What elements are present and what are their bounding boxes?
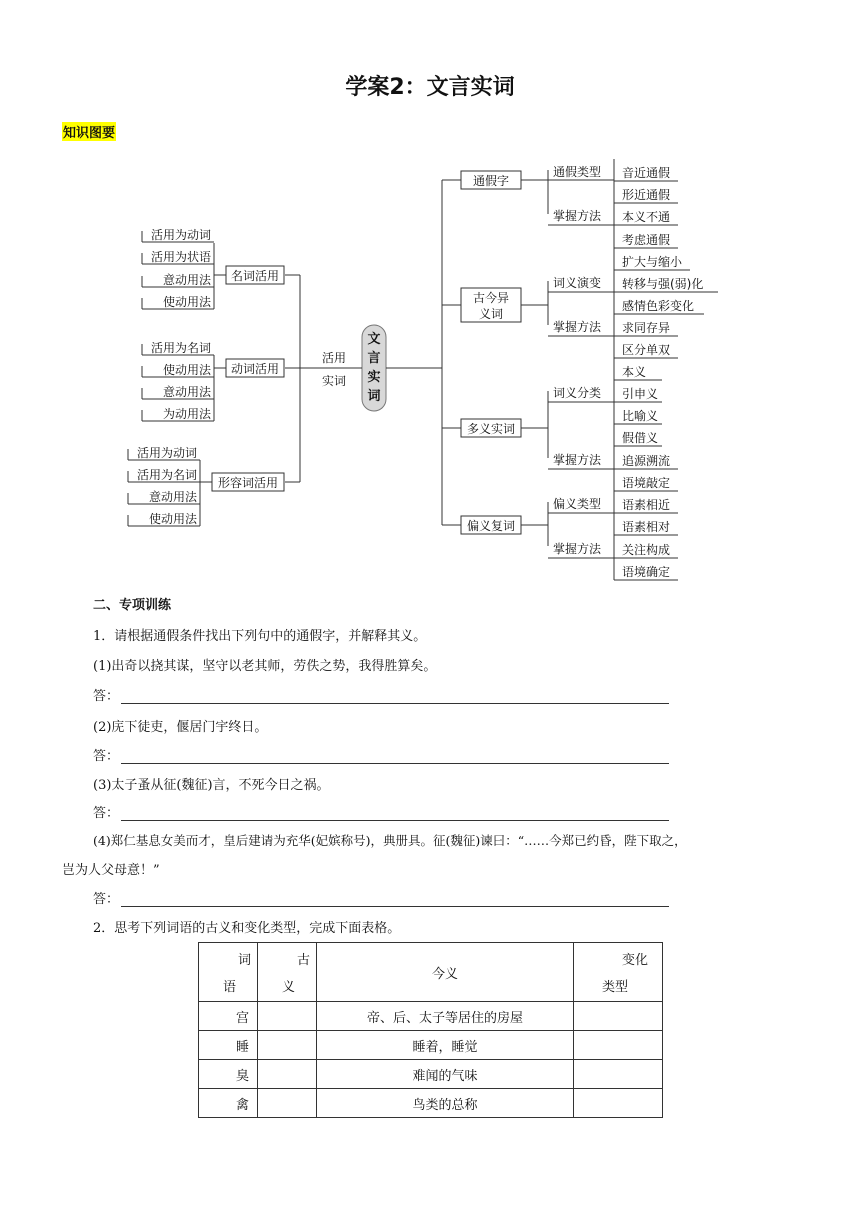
mindmap-subnode: 偏义类型 xyxy=(553,497,602,511)
mindmap-leaf: 引申义 xyxy=(622,387,659,401)
mindmap-leaf: 语素相近 xyxy=(622,498,671,512)
table-cell-type[interactable] xyxy=(574,1089,663,1118)
mindmap-subnode: 掌握方法 xyxy=(553,453,602,467)
mindmap-subnode: 掌握方法 xyxy=(553,209,602,223)
mindmap-leaf: 意动用法 xyxy=(162,385,211,399)
mindmap-leaf: 关注构成 xyxy=(622,543,671,557)
mindmap-node: 通假字 xyxy=(472,174,510,188)
table-header: 今义 xyxy=(317,943,574,1002)
table-cell-old[interactable] xyxy=(258,1060,317,1089)
mindmap-node: 多义实词 xyxy=(466,422,516,436)
page-title: 学案2：文言实词 xyxy=(345,75,515,100)
table-cell-word: 禽 xyxy=(199,1089,258,1118)
answer-label: 答： xyxy=(93,892,120,907)
mindmap-leaf: 考虑通假 xyxy=(622,233,671,247)
table-cell-word: 宫 xyxy=(199,1002,258,1031)
table-cell-old[interactable] xyxy=(258,1031,317,1060)
section-title: 二、专项训练 xyxy=(93,598,172,613)
mindmap-leaf: 使动用法 xyxy=(162,295,211,309)
answer-line[interactable] xyxy=(93,745,669,764)
question-item: (2)庑下徒吏，偃居门宇终日。 xyxy=(93,720,268,735)
mindmap-center-char: 言 xyxy=(367,351,381,366)
mindmap-leaf: 活用为状语 xyxy=(150,250,211,264)
mindmap-subnode: 词义分类 xyxy=(553,386,602,400)
answer-line[interactable] xyxy=(93,685,669,704)
mindmap-leaf: 为动用法 xyxy=(162,407,211,421)
mindmap-leaf: 意动用法 xyxy=(162,273,211,287)
table-row xyxy=(199,1031,663,1060)
answer-label: 答： xyxy=(93,749,120,764)
mindmap-node: 古今异 xyxy=(472,291,510,305)
mindmap-leaf: 语境确定 xyxy=(622,565,671,579)
table-cell-word: 臭 xyxy=(199,1060,258,1089)
mindmap-leaf: 扩大与缩小 xyxy=(622,255,683,269)
mindmap-leaf: 感情色彩变化 xyxy=(622,299,695,313)
question-item: (4)郑仁基息女美而才，皇后建请为充华(妃嫔称号)，典册具。征(魏征)谏曰：“……今郑已约昏，陛下取之， xyxy=(93,833,687,848)
mindmap-leaf: 活用为动词 xyxy=(150,228,211,242)
table-header: 古 义 xyxy=(258,943,317,1002)
answer-label: 答： xyxy=(93,806,120,821)
table-row xyxy=(199,1089,663,1118)
mindmap-leaf: 音近通假 xyxy=(622,166,671,180)
mindmap-node: 偏义复词 xyxy=(466,519,516,533)
question-item: (3)太子蚤从征(魏征)言，不死今日之祸。 xyxy=(93,778,330,793)
table-header: 变化 类型 xyxy=(574,943,663,1002)
table-cell-new: 睡着，睡觉 xyxy=(317,1031,574,1060)
table-cell-new: 难闻的气味 xyxy=(317,1060,574,1089)
mindmap-leaf: 语境敲定 xyxy=(622,476,671,490)
table-cell-new: 鸟类的总称 xyxy=(317,1089,574,1118)
mindmap-subnode: 掌握方法 xyxy=(553,542,602,556)
mindmap-node: 动词活用 xyxy=(230,362,280,376)
mindmap-subnode: 词义演变 xyxy=(553,276,602,290)
mindmap-node: 名词活用 xyxy=(230,269,280,283)
answer-line[interactable] xyxy=(93,888,669,907)
table-row xyxy=(199,1060,663,1089)
mindmap-leaf: 语素相对 xyxy=(622,520,671,534)
question-item-continued: 岂为人父母意！” xyxy=(62,863,160,878)
mindmap-leaf: 使动用法 xyxy=(162,363,211,377)
mindmap-node: 义词 xyxy=(478,307,504,321)
question-stem: 1．请根据通假条件找出下列句中的通假字，并解释其义。 xyxy=(93,629,427,644)
table-cell-old[interactable] xyxy=(258,1002,317,1031)
table-cell-new: 帝、后、太子等居住的房屋 xyxy=(317,1002,574,1031)
table-cell-word: 睡 xyxy=(199,1031,258,1060)
mindmap-center-char: 词 xyxy=(367,389,381,404)
mindmap-leaf: 活用为名词 xyxy=(150,341,211,355)
table-cell-old[interactable] xyxy=(258,1089,317,1118)
mindmap-leaf: 区分单双 xyxy=(622,343,671,357)
mindmap-node: 形容词活用 xyxy=(217,476,279,490)
mindmap-connector-label: 实词 xyxy=(322,374,347,388)
mindmap-leaf: 活用为动词 xyxy=(136,446,197,460)
mindmap-connector-label: 活用 xyxy=(322,351,347,365)
answer-table xyxy=(198,942,663,1118)
mindmap-leaf: 转移与强(弱)化 xyxy=(622,277,704,291)
table-row xyxy=(199,1002,663,1031)
mindmap-leaf: 求同存异 xyxy=(622,321,671,335)
table-cell-type[interactable] xyxy=(574,1002,663,1031)
mindmap-leaf: 本义 xyxy=(622,365,647,379)
question-item: (1)出奇以挠其谋，坚守以老其师，劳佚之势，我得胜算矣。 xyxy=(93,659,437,674)
table-header: 词 语 xyxy=(199,943,258,1002)
mindmap-leaf: 形近通假 xyxy=(622,188,671,202)
answer-line[interactable] xyxy=(93,802,669,821)
mindmap-leaf: 追源溯流 xyxy=(622,454,671,468)
question-stem: 2．思考下列词语的古义和变化类型，完成下面表格。 xyxy=(93,921,401,936)
mindmap-center-char: 实 xyxy=(367,370,381,385)
mindmap-leaf: 活用为名词 xyxy=(136,468,197,482)
mindmap-center-char: 文 xyxy=(367,332,381,347)
mindmap-subnode: 通假类型 xyxy=(553,165,602,179)
mindmap-leaf: 意动用法 xyxy=(148,490,197,504)
mindmap-leaf: 假借义 xyxy=(622,431,659,445)
mindmap-subnode: 掌握方法 xyxy=(553,320,602,334)
answer-label: 答： xyxy=(93,689,120,704)
mindmap-leaf: 比喻义 xyxy=(622,409,659,423)
section-label-highlight: 知识图要 xyxy=(62,122,116,141)
table-cell-type[interactable] xyxy=(574,1060,663,1089)
table-cell-type[interactable] xyxy=(574,1031,663,1060)
mindmap-leaf: 本义不通 xyxy=(622,210,671,224)
mindmap-leaf: 使动用法 xyxy=(148,512,197,526)
